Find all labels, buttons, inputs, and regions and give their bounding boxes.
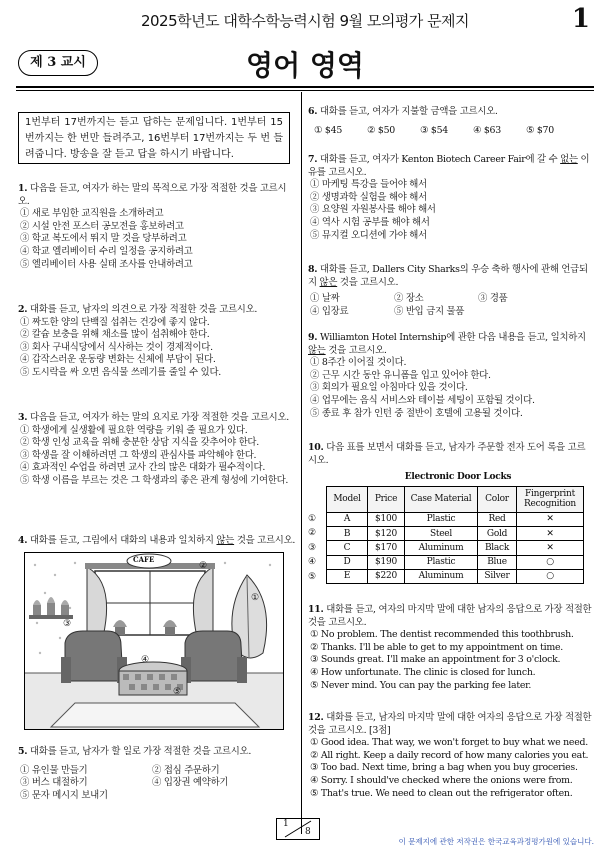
option[interactable]: ④ Sorry. I should've checked where the onions were from. xyxy=(310,774,573,786)
table-cell: ○ xyxy=(517,569,584,583)
option[interactable]: ⑤ 학생 이름을 부르는 것은 그 학생과의 좋은 관계 형성에 기여한다. xyxy=(20,474,289,486)
question-stem: 대화를 듣고, 그림에서 대화의 내용과 일치하지 xyxy=(30,535,217,546)
question-number: 10. xyxy=(308,442,324,453)
question-8 xyxy=(308,264,594,318)
table-row xyxy=(327,541,584,555)
option[interactable]: ④ 업무에는 음식 서비스와 테이블 세팅이 포함될 것이다. xyxy=(310,394,535,406)
subject-title: 영어 영역 xyxy=(246,49,364,82)
question-9 xyxy=(308,332,594,420)
row-mark[interactable]: ③ xyxy=(308,542,316,553)
header-rule xyxy=(16,86,594,88)
option[interactable]: ④ 역사 시험 공부를 해야 해서 xyxy=(310,216,430,228)
option[interactable]: ② 장소 xyxy=(394,293,424,305)
question-stem: 대화를 듣고, 여자가 지불할 금액을 고르시오. xyxy=(320,106,498,117)
current-page: 1 xyxy=(283,819,289,829)
table-cell: $190 xyxy=(368,555,405,569)
option[interactable]: ③ 학교 복도에서 뛰지 말 것을 당부하려고 xyxy=(20,233,187,245)
question-3 xyxy=(18,412,294,488)
option[interactable]: ③ $54 xyxy=(419,124,448,136)
option[interactable]: ⑤ That's true. We need to clean out the refrigerator often. xyxy=(310,787,573,799)
question-5 xyxy=(18,746,294,802)
question-stem: Williamton Hotel Internship에 관한 다음 내용을 듣고, 일치하지 xyxy=(320,332,586,343)
table-cell: ✕ xyxy=(517,512,584,526)
page-number: 1 xyxy=(571,4,590,34)
question-12 xyxy=(308,712,594,800)
table-row xyxy=(327,512,584,526)
option[interactable]: ③ Too bad. Next time, bring a bag when you buy groceries. xyxy=(310,762,578,774)
table-cell: Silver xyxy=(478,569,517,583)
table-cell: Black xyxy=(478,541,517,555)
row-mark[interactable]: ① xyxy=(308,513,316,524)
row-mark[interactable]: ④ xyxy=(308,557,316,568)
question-stem-end: 것을 고르시오. xyxy=(325,344,387,356)
table-cell: Steel xyxy=(405,527,478,541)
option[interactable]: ② Thanks. I'll be able to get to my appointment on time. xyxy=(310,641,564,653)
option[interactable]: ① No problem. The dentist recommended this toothbrush. xyxy=(310,629,574,641)
picture-mark-1: ① xyxy=(251,593,260,603)
table-cell: A xyxy=(327,512,368,526)
question-stem: 대화를 듣고, Dallers City Sharks의 우승 축하 행사에 관해 언급되지 xyxy=(308,264,588,288)
question-stem: 대화를 듣고, 남자의 의견으로 가장 적절한 것을 고르시오. xyxy=(30,304,258,315)
picture-mark-4: ④ xyxy=(141,655,150,665)
question-stem-end: 이유를 고르시오. xyxy=(308,154,590,178)
option[interactable]: ① $45 xyxy=(314,124,343,136)
question-7 xyxy=(308,154,594,242)
question-number: 3. xyxy=(18,412,28,423)
table-cell: B xyxy=(327,527,368,541)
copyright-notice: 이 문제지에 관한 저작권은 한국교육과정평가원에 있습니다. xyxy=(398,837,594,846)
question-11 xyxy=(308,604,594,692)
option[interactable]: ③ 요양원 자원봉사를 해야 해서 xyxy=(310,204,436,216)
option[interactable]: ③ 학생을 잘 이해하려면 그 학생의 관심사를 파악해야 한다. xyxy=(20,449,257,461)
table-header-row xyxy=(327,486,584,512)
option[interactable]: ② 칼슘 보충을 위해 채소를 많이 섭취해야 한다. xyxy=(20,329,210,341)
question-number: 7. xyxy=(308,154,318,165)
option[interactable]: ④ How unfortunate. The clinic is closed for lunch. xyxy=(310,666,536,678)
option[interactable]: ③ 회의가 필요일 아침마다 있을 것이다. xyxy=(310,382,468,394)
question-6 xyxy=(308,106,594,137)
column-header: Price xyxy=(368,486,405,512)
option[interactable]: ⑤ 종료 후 참가 인턴 중 절반이 호텔에 고용될 것이다. xyxy=(310,407,523,419)
table-cell: ○ xyxy=(517,555,584,569)
question-number: 9. xyxy=(308,332,318,343)
question-stem: 대화를 듣고, 여자의 마지막 말에 대한 남자의 응답으로 가장 적절한 것을 고르시오. xyxy=(308,604,592,628)
row-marks xyxy=(308,486,326,585)
option[interactable]: ④ 입장권 예약하기 xyxy=(152,777,229,789)
table-cell: E xyxy=(327,569,368,583)
question-stem: 다음을 듣고, 여자가 하는 말의 요지로 가장 적절한 것을 고르시오. xyxy=(30,412,290,423)
page-indicator xyxy=(276,818,320,840)
option[interactable]: ② 생명과학 실험을 해야 해서 xyxy=(310,191,427,203)
table-cell: Plastic xyxy=(405,555,478,569)
question-number: 6. xyxy=(308,106,318,117)
cafe-scene xyxy=(25,553,283,729)
option[interactable]: ① 마케팅 특강을 들어야 해서 xyxy=(310,179,427,191)
question-stem: 대화를 듣고, 남자의 마지막 말에 대한 여자의 응답으로 가장 적절한 것을 고르시오. [3점] xyxy=(308,712,592,736)
table-cell: C xyxy=(327,541,368,555)
table-cell: D xyxy=(327,555,368,569)
table-cell: ✕ xyxy=(517,541,584,555)
table-cell: $120 xyxy=(368,527,405,541)
question-stem: 대화를 듣고, 남자가 할 일로 가장 적절한 것을 고르시오. xyxy=(30,746,252,757)
underlined-word: 없는 xyxy=(560,154,578,165)
option[interactable]: ③ 버스 대절하기 xyxy=(20,777,88,789)
option[interactable]: ② $50 xyxy=(366,124,396,136)
column-header: Model xyxy=(327,486,368,512)
option[interactable]: ② 근무 시간 동안 유니폼을 입고 있어야 한다. xyxy=(310,369,491,381)
table-cell: $100 xyxy=(368,512,405,526)
option[interactable]: ④ 입장료 xyxy=(310,305,349,317)
question-2 xyxy=(18,304,294,380)
question-stem-end: 것을 고르시오. xyxy=(337,276,399,288)
question-number: 2. xyxy=(18,304,28,315)
row-mark[interactable]: ② xyxy=(308,528,316,539)
option[interactable]: ⑤ 엘리베이터 사용 실태 조사를 안내하려고 xyxy=(20,258,193,270)
option[interactable]: ② 학생 인성 교육을 위해 충분한 상담 지식을 갖추어야 한다. xyxy=(20,437,259,449)
question-stem: 다음 표를 보면서 대화를 듣고, 남자가 주문할 전자 도어 록을 고르시오. xyxy=(308,442,586,466)
picture-mark-3: ③ xyxy=(63,619,72,629)
total-pages: 8 xyxy=(305,827,311,837)
option[interactable]: ④ 학교 엘리베이터 수리 일정을 공지하려고 xyxy=(20,245,193,257)
table-cell: Blue xyxy=(478,555,517,569)
table-cell: Aluminum xyxy=(405,569,478,583)
option[interactable]: ① 학생에게 실생활에 필요한 역량을 키워 줄 필요가 있다. xyxy=(20,424,248,436)
cafe-illustration xyxy=(24,552,284,730)
option[interactable]: ① 8주간 이어질 것이다. xyxy=(310,357,407,369)
table-cell: Gold xyxy=(478,527,517,541)
underlined-word: 않은 xyxy=(319,276,338,288)
table-cell: $170 xyxy=(368,541,405,555)
column-divider xyxy=(301,92,302,834)
option[interactable]: ⑤ Never mind. You can pay the parking fee later. xyxy=(310,679,532,691)
row-mark[interactable]: ⑤ xyxy=(308,571,316,582)
table-row xyxy=(327,527,584,541)
question-number: 4. xyxy=(18,535,28,546)
option[interactable]: ⑤ 뮤지컬 오디션에 가야 해서 xyxy=(310,229,427,241)
question-number: 5. xyxy=(18,746,28,757)
option[interactable]: ② 시설 안전 포스터 공모전을 홍보하려고 xyxy=(20,220,184,232)
underlined-word: 않는 xyxy=(216,535,235,546)
option[interactable]: ⑤ $70 xyxy=(525,124,554,136)
option[interactable]: ① 날짜 xyxy=(310,293,340,305)
option[interactable]: ④ 갑작스러운 운동량 변화는 신체에 부담이 된다. xyxy=(20,354,216,366)
option[interactable]: ② 접심 주문하기 xyxy=(152,764,220,776)
option[interactable]: ② All right. Keep a daily record of how many calories you eat. xyxy=(310,749,589,761)
cafe-sign-label: CAFE xyxy=(133,555,155,564)
picture-mark-2: ② xyxy=(199,561,208,571)
underlined-word: 않는 xyxy=(308,344,326,356)
option[interactable]: ① 짜도한 양의 단백질 섭취는 건강에 좋지 않다. xyxy=(20,316,210,328)
column-header: Case Material xyxy=(405,486,478,512)
question-stem: 다음을 듣고, 여자가 하는 말의 목적으로 가장 적절한 것을 고르시오. xyxy=(18,183,287,207)
option[interactable]: ⑤ 도시락을 싸 오면 음식물 쓰레기를 줄일 수 있다. xyxy=(20,366,222,378)
option[interactable]: ③ 회사 구내식당에서 식사하는 것이 경제적이다. xyxy=(20,341,213,353)
exam-title: 2025학년도 대학수학능력시험 9월 모의평가 문제지 xyxy=(140,12,470,30)
table-row xyxy=(327,555,584,569)
question-number: 11. xyxy=(308,604,324,615)
header-rule-thin xyxy=(16,90,594,91)
column-header: Fingerprint Recognition xyxy=(517,486,584,512)
table-cell: Aluminum xyxy=(405,541,478,555)
option[interactable]: ① 유인물 만들기 xyxy=(20,764,88,776)
picture-mark-5: ⑤ xyxy=(173,687,182,697)
option[interactable]: ④ $63 xyxy=(472,124,501,136)
question-1 xyxy=(18,183,294,271)
option[interactable]: ① Good idea. That way, we won't forget to buy what we need. xyxy=(310,737,588,749)
table-cell: Red xyxy=(478,512,517,526)
table-cell: $220 xyxy=(368,569,405,583)
question-number: 1. xyxy=(18,183,28,194)
question-4 xyxy=(18,535,298,548)
option[interactable]: ① 새로 부임한 교직원을 소개하려고 xyxy=(20,208,164,220)
listening-notice: 1번부터 17번까지는 듣고 답하는 문제입니다. 1번부터 15번까지는 한 번만 들려주고, 16번부터 17번까지는 두 번 들려줍니다. 방송을 잘 듣고 답을 하시기 바랍니다. xyxy=(18,112,290,164)
table-cell: Plastic xyxy=(405,512,478,526)
option[interactable]: ③ 경품 xyxy=(478,293,508,305)
option[interactable]: ⑤ 반입 금지 물품 xyxy=(394,305,465,317)
option[interactable]: ④ 효과적인 수업을 하려면 교사 간의 많은 대화가 필수적이다. xyxy=(20,462,266,474)
column-header: Color xyxy=(478,486,517,512)
question-number: 8. xyxy=(308,264,318,275)
table-title: Electronic Door Locks xyxy=(404,472,512,483)
option[interactable]: ⑤ 문자 메시지 보내기 xyxy=(20,789,108,801)
question-stem-end: 것을 고르시오. xyxy=(234,535,296,546)
session-badge: 제 3 교시 xyxy=(18,50,98,76)
question-stem: 대화를 듣고, 여자가 Kenton Biotech Career Fair에 갈 수 xyxy=(320,154,561,165)
question-number: 12. xyxy=(308,712,324,723)
question-10 xyxy=(308,442,594,584)
door-locks-table xyxy=(326,486,584,585)
table-cell: ✕ xyxy=(517,527,584,541)
table-row xyxy=(327,569,584,583)
option[interactable]: ③ Sounds great. I'll make an appointment for 3 o'clock. xyxy=(310,654,561,666)
